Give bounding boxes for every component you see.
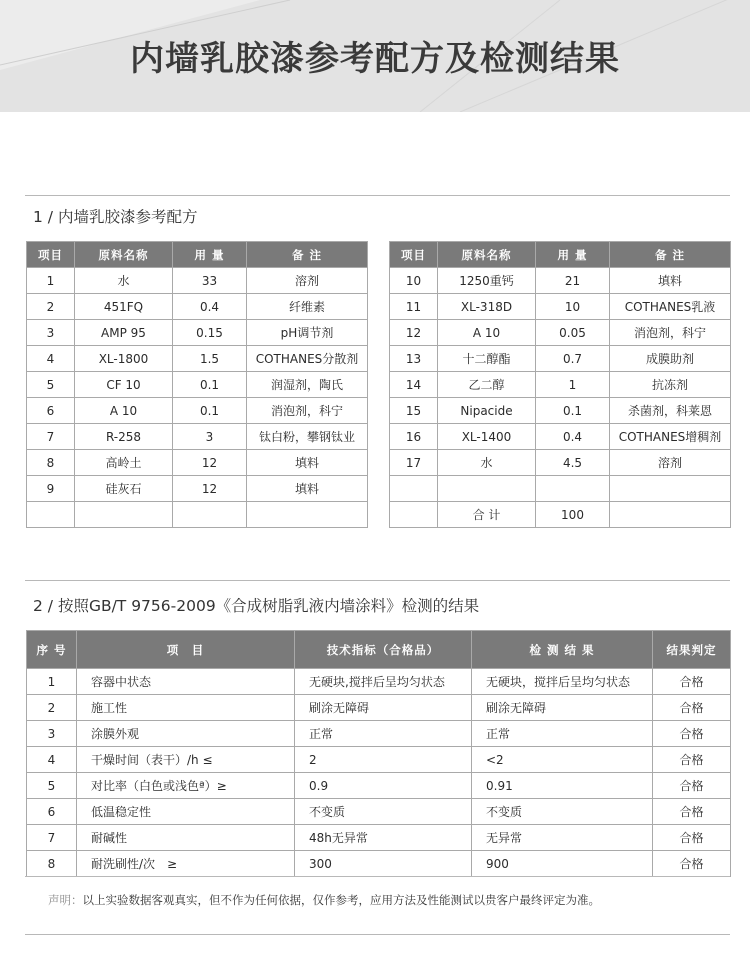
- table-cell: AMP 95: [75, 320, 173, 346]
- table-cell: 抗冻剂: [610, 372, 731, 398]
- column-header: 原料名称: [75, 242, 173, 268]
- table-cell: 合格: [653, 669, 731, 695]
- table-row: [390, 294, 731, 320]
- table-row: [27, 773, 731, 799]
- table-cell: 水: [438, 450, 536, 476]
- table-row: [27, 695, 731, 721]
- table-cell: 合格: [653, 721, 731, 747]
- table-cell: 0.4: [173, 294, 247, 320]
- table-cell: 杀菌剂，科莱恩: [610, 398, 731, 424]
- table-cell: 13: [390, 346, 438, 372]
- table-cell: 刷涂无障碍: [295, 695, 472, 721]
- table-row: [27, 747, 731, 773]
- column-header: 项 目: [77, 631, 295, 669]
- table-cell: 无硬块，搅拌后呈均匀状态: [472, 669, 653, 695]
- table-row: [390, 372, 731, 398]
- table-cell: 451FQ: [75, 294, 173, 320]
- table-cell: XL-1400: [438, 424, 536, 450]
- table-cell: 5: [27, 773, 77, 799]
- page-title: 内墙乳胶漆参考配方及检测结果: [130, 39, 620, 79]
- table-cell: 填料: [610, 268, 731, 294]
- column-header: 结果判定: [653, 631, 731, 669]
- table-cell: COTHANES分散剂: [247, 346, 368, 372]
- table-cell: COTHANES乳液: [610, 294, 731, 320]
- formula-table-right: [389, 241, 731, 528]
- table-cell: 6: [27, 799, 77, 825]
- table-row: [27, 424, 368, 450]
- table-cell: 7: [27, 424, 75, 450]
- table-cell: 8: [27, 851, 77, 877]
- table-row: [27, 799, 731, 825]
- table-cell: 乙二醇: [438, 372, 536, 398]
- table-cell: [75, 502, 173, 528]
- column-header: 原料名称: [438, 242, 536, 268]
- table-cell: 4: [27, 747, 77, 773]
- table-cell: 低温稳定性: [77, 799, 295, 825]
- table-cell: 1: [27, 268, 75, 294]
- table-row: [27, 294, 368, 320]
- table-header-row: [27, 631, 731, 669]
- table-cell: 21: [536, 268, 610, 294]
- table-cell: 16: [390, 424, 438, 450]
- table-cell: 11: [390, 294, 438, 320]
- disclaimer-label: 声明：: [48, 893, 83, 907]
- formula-table-left: [26, 241, 368, 528]
- table-row: [27, 398, 368, 424]
- divider: [25, 934, 730, 935]
- table-cell: 合格: [653, 773, 731, 799]
- table-cell: [536, 476, 610, 502]
- table-cell: 硅灰石: [75, 476, 173, 502]
- table-cell: 耐碱性: [77, 825, 295, 851]
- table-cell: 不变质: [295, 799, 472, 825]
- table-row: [390, 320, 731, 346]
- table-cell: 12: [173, 450, 247, 476]
- table-cell: XL-318D: [438, 294, 536, 320]
- table-cell: 溶剂: [610, 450, 731, 476]
- column-header: 备 注: [610, 242, 731, 268]
- table-cell: 润湿剂，陶氏: [247, 372, 368, 398]
- table-row: [27, 721, 731, 747]
- column-header: 序 号: [27, 631, 77, 669]
- table-cell: 0.1: [173, 372, 247, 398]
- table-cell: 施工性: [77, 695, 295, 721]
- table-row: [27, 476, 368, 502]
- table-cell: 8: [27, 450, 75, 476]
- table-cell: 填料: [247, 476, 368, 502]
- table-cell: 高岭土: [75, 450, 173, 476]
- column-header: 项目: [27, 242, 75, 268]
- table-cell: 1.5: [173, 346, 247, 372]
- table-row: [390, 398, 731, 424]
- table-cell: 0.1: [536, 398, 610, 424]
- column-header: 用 量: [173, 242, 247, 268]
- table-cell: [173, 502, 247, 528]
- table-cell: 1: [536, 372, 610, 398]
- divider: [25, 195, 730, 196]
- table-cell: 0.7: [536, 346, 610, 372]
- table-cell: 正常: [295, 721, 472, 747]
- table-cell: 钛白粉，攀钢钛业: [247, 424, 368, 450]
- table-cell: 0.9: [295, 773, 472, 799]
- table-cell: 3: [27, 721, 77, 747]
- table-cell: 不变质: [472, 799, 653, 825]
- table-cell: A 10: [438, 320, 536, 346]
- column-header: 检 测 结 果: [472, 631, 653, 669]
- table-cell: 12: [390, 320, 438, 346]
- table-row: [390, 502, 731, 528]
- table-cell: 合格: [653, 799, 731, 825]
- table-cell: 容器中状态: [77, 669, 295, 695]
- divider: [25, 876, 730, 877]
- table-cell: [610, 502, 731, 528]
- table-cell: [438, 476, 536, 502]
- table-cell: A 10: [75, 398, 173, 424]
- table-cell: 刷涂无障碍: [472, 695, 653, 721]
- table-cell: 成膜助剂: [610, 346, 731, 372]
- table-row: [27, 450, 368, 476]
- table-cell: 100: [536, 502, 610, 528]
- section1-title: 1 / 内墙乳胶漆参考配方: [33, 208, 198, 226]
- title-banner: [0, 0, 750, 112]
- table-cell: 9: [27, 476, 75, 502]
- table-cell: 3: [27, 320, 75, 346]
- table-cell: 合 计: [438, 502, 536, 528]
- table-cell: 合格: [653, 851, 731, 877]
- table-cell: 对比率（白色或浅色ª）≥: [77, 773, 295, 799]
- table-cell: COTHANES增稠剂: [610, 424, 731, 450]
- table-cell: [247, 502, 368, 528]
- table-cell: 正常: [472, 721, 653, 747]
- table-cell: 15: [390, 398, 438, 424]
- table-row: [27, 825, 731, 851]
- table-cell: R-258: [75, 424, 173, 450]
- table-cell: 合格: [653, 747, 731, 773]
- table-row: [27, 669, 731, 695]
- disclaimer-text: 以上实验数据客观真实，但不作为任何依据，仅作参考，应用方法及性能测试以贵客户最终评定为准。: [82, 893, 600, 907]
- table-row: [27, 851, 731, 877]
- table-cell: 合格: [653, 695, 731, 721]
- table-cell: CF 10: [75, 372, 173, 398]
- table-cell: 消泡剂，科宁: [610, 320, 731, 346]
- table-cell: 4.5: [536, 450, 610, 476]
- table-cell: 48h无异常: [295, 825, 472, 851]
- table-cell: [390, 502, 438, 528]
- table-header-row: [390, 242, 731, 268]
- column-header: 技术指标（合格品）: [295, 631, 472, 669]
- table-row: [390, 268, 731, 294]
- table-header-row: [27, 242, 368, 268]
- table-cell: 涂膜外观: [77, 721, 295, 747]
- table-cell: 33: [173, 268, 247, 294]
- table-cell: 水: [75, 268, 173, 294]
- table-cell: 7: [27, 825, 77, 851]
- table-cell: 5: [27, 372, 75, 398]
- table-row: [27, 320, 368, 346]
- table-cell: 填料: [247, 450, 368, 476]
- divider: [25, 580, 730, 581]
- table-cell: 17: [390, 450, 438, 476]
- table-row: [27, 502, 368, 528]
- table-cell: 十二醇酯: [438, 346, 536, 372]
- table-cell: pH调节剂: [247, 320, 368, 346]
- table-cell: [610, 476, 731, 502]
- table-cell: 0.1: [173, 398, 247, 424]
- table-cell: 耐洗刷性/次 ≥: [77, 851, 295, 877]
- test-results-table: [26, 630, 731, 877]
- table-cell: Nipacide: [438, 398, 536, 424]
- table-row: [390, 450, 731, 476]
- table-cell: 1: [27, 669, 77, 695]
- table-cell: [27, 502, 75, 528]
- table-cell: 无硬块,搅拌后呈均匀状态: [295, 669, 472, 695]
- table-cell: 4: [27, 346, 75, 372]
- table-cell: 14: [390, 372, 438, 398]
- table-cell: 10: [536, 294, 610, 320]
- table-row: [27, 372, 368, 398]
- table-cell: 0.05: [536, 320, 610, 346]
- table-cell: 无异常: [472, 825, 653, 851]
- table-row: [390, 424, 731, 450]
- table-cell: 6: [27, 398, 75, 424]
- table-row: [27, 346, 368, 372]
- table-row: [390, 476, 731, 502]
- table-cell: 溶剂: [247, 268, 368, 294]
- table-cell: 1250重钙: [438, 268, 536, 294]
- table-cell: 2: [27, 695, 77, 721]
- table-cell: 0.4: [536, 424, 610, 450]
- table-cell: 合格: [653, 825, 731, 851]
- table-cell: 12: [173, 476, 247, 502]
- table-cell: XL-1800: [75, 346, 173, 372]
- table-cell: [390, 476, 438, 502]
- table-cell: 2: [295, 747, 472, 773]
- table-row: [27, 268, 368, 294]
- disclaimer: [48, 892, 600, 908]
- table-cell: 0.91: [472, 773, 653, 799]
- table-cell: 干燥时间（表干）/h ≤: [77, 747, 295, 773]
- table-row: [390, 346, 731, 372]
- column-header: 用 量: [536, 242, 610, 268]
- table-cell: 900: [472, 851, 653, 877]
- table-cell: 300: [295, 851, 472, 877]
- table-cell: 10: [390, 268, 438, 294]
- column-header: 项目: [390, 242, 438, 268]
- table-cell: 3: [173, 424, 247, 450]
- table-cell: <2: [472, 747, 653, 773]
- table-cell: 0.15: [173, 320, 247, 346]
- section2-title: 2 / 按照GB/T 9756-2009《合成树脂乳液内墙涂料》检测的结果: [33, 597, 480, 615]
- table-cell: 2: [27, 294, 75, 320]
- table-cell: 纤维素: [247, 294, 368, 320]
- column-header: 备 注: [247, 242, 368, 268]
- table-cell: 消泡剂，科宁: [247, 398, 368, 424]
